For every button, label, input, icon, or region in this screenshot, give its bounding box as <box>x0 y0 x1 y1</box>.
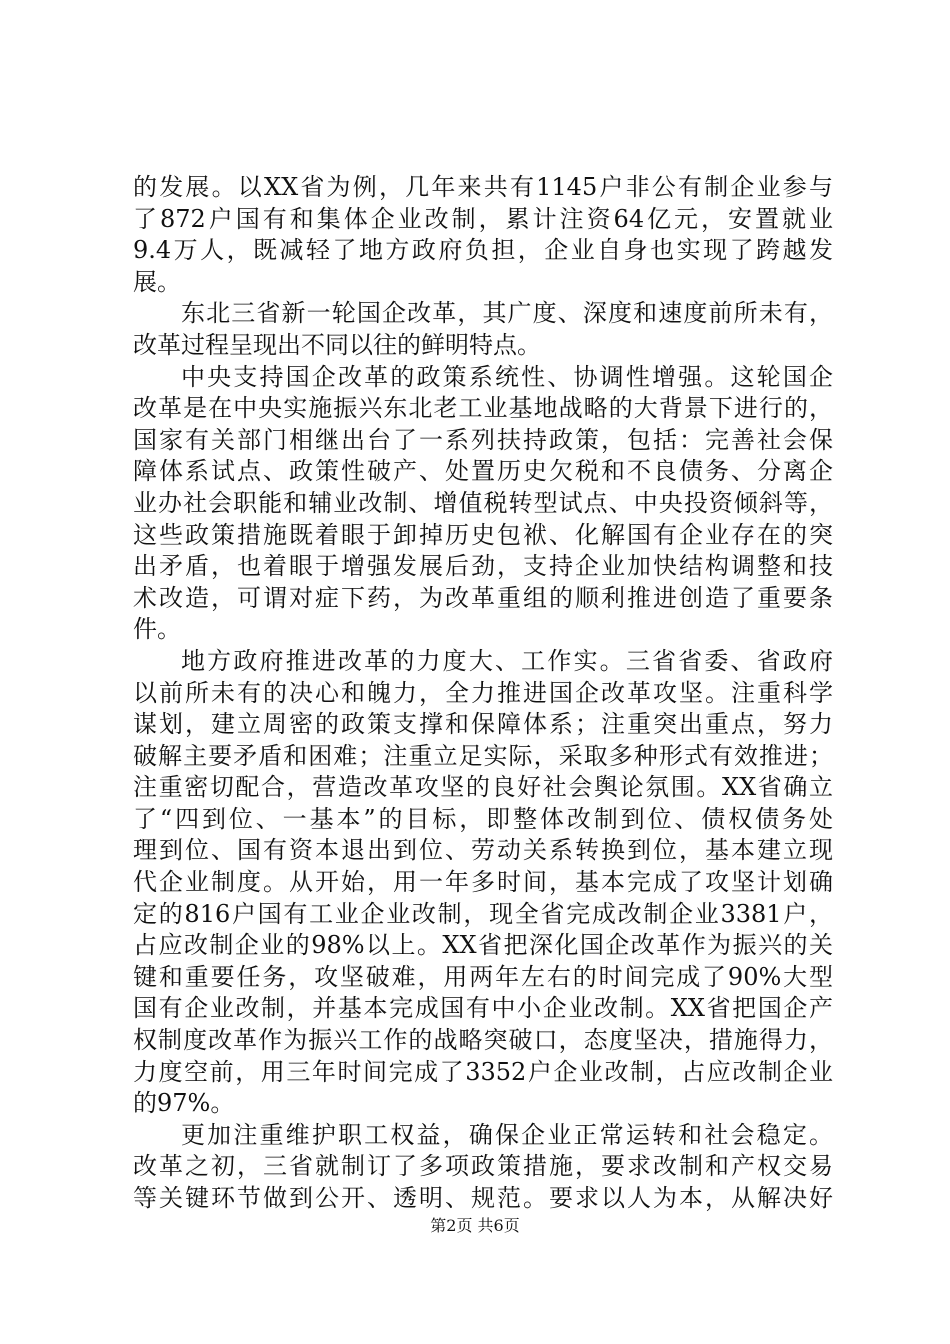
text-line: 了872户国有和集体企业改制，累计注资64亿元，安置就业 <box>133 204 833 233</box>
text-line: 定的816户国有工业企业改制，现全省完成改制企业3381户， <box>133 899 833 928</box>
text-line: 出矛盾，也着眼于增强发展后劲，支持企业加快结构调整和技 <box>133 552 833 581</box>
text-line: 的发展。以XX省为例，几年来共有1145户非公有制企业参与 <box>133 173 833 201</box>
text-line: 展。 <box>133 267 181 296</box>
text-line: 业办社会职能和辅业改制、增值税转型试点、中央投资倾斜等， <box>133 488 833 517</box>
text-line: 改革是在中央实施振兴东北老工业基地战略的大背景下进行的， <box>133 394 833 423</box>
text-line: 注重密切配合，营造改革攻坚的良好社会舆论氛围。XX省确立 <box>133 773 833 802</box>
text-line: 国家有关部门相继出台了一系列扶持政策，包括：完善社会保 <box>133 425 833 454</box>
page-footer <box>0 1216 950 1236</box>
text-line: 理到位、国有资本退出到位、劳动关系转换到位，基本建立现 <box>133 836 833 865</box>
text-line: 键和重要任务，攻坚破难，用两年左右的时间完成了90%大型 <box>133 962 833 991</box>
text-line: 9.4万人，既减轻了地方政府负担，企业自身也实现了跨越发 <box>133 236 833 265</box>
text-line: 国有企业改制，并基本完成国有中小企业改制。XX省把国企产 <box>133 994 833 1023</box>
text-line: 代企业制度。从开始，用一年多时间，基本完成了攻坚计划确 <box>133 868 833 897</box>
text-line: 更加注重维护职工权益，确保企业正常运转和社会稳定。 <box>181 1120 833 1149</box>
text-line: 术改造，可谓对症下药，为改革重组的顺利推进创造了重要条 <box>133 583 833 612</box>
text-line: 这些政策措施既着眼于卸掉历史包袱、化解国有企业存在的突 <box>133 520 833 549</box>
text-line: 占应改制企业的98%以上。XX省把深化国企改革作为振兴的关 <box>133 931 833 960</box>
text-line: 改革之初，三省就制订了多项政策措施，要求改制和产权交易 <box>133 1152 833 1181</box>
text-line: 权制度改革作为振兴工作的战略突破口，态度坚决，措施得力， <box>133 1026 833 1055</box>
text-line: 东北三省新一轮国企改革，其广度、深度和速度前所未有， <box>181 299 833 328</box>
text-line: 了“四到位、一基本”的目标，即整体改制到位、债权债务处 <box>133 804 833 833</box>
text-line: 中央支持国企改革的政策系统性、协调性增强。这轮国企 <box>181 362 833 391</box>
page-number: 第2页 共6页 <box>430 1216 520 1235</box>
text-line: 障体系试点、政策性破产、处置历史欠税和不良债务、分离企 <box>133 457 833 486</box>
text-line: 地方政府推进改革的力度大、工作实。三省省委、省政府 <box>181 646 833 675</box>
text-line: 件。 <box>133 615 181 644</box>
text-line: 改革过程呈现出不同以往的鲜明特点。 <box>133 330 541 359</box>
text-line: 以前所未有的决心和魄力，全力推进国企改革攻坚。注重科学 <box>133 678 833 707</box>
body-text <box>133 172 833 1215</box>
text-line: 等关键环节做到公开、透明、规范。要求以人为本，从解决好 <box>133 1184 833 1212</box>
text-line: 谋划，建立周密的政策支撑和保障体系；注重突出重点，努力 <box>133 710 833 739</box>
text-line: 力度空前，用三年时间完成了3352户企业改制，占应改制企业 <box>133 1057 833 1086</box>
text-line: 破解主要矛盾和困难；注重立足实际，采取多种形式有效推进； <box>133 741 833 770</box>
text-line: 的97%。 <box>133 1089 235 1118</box>
